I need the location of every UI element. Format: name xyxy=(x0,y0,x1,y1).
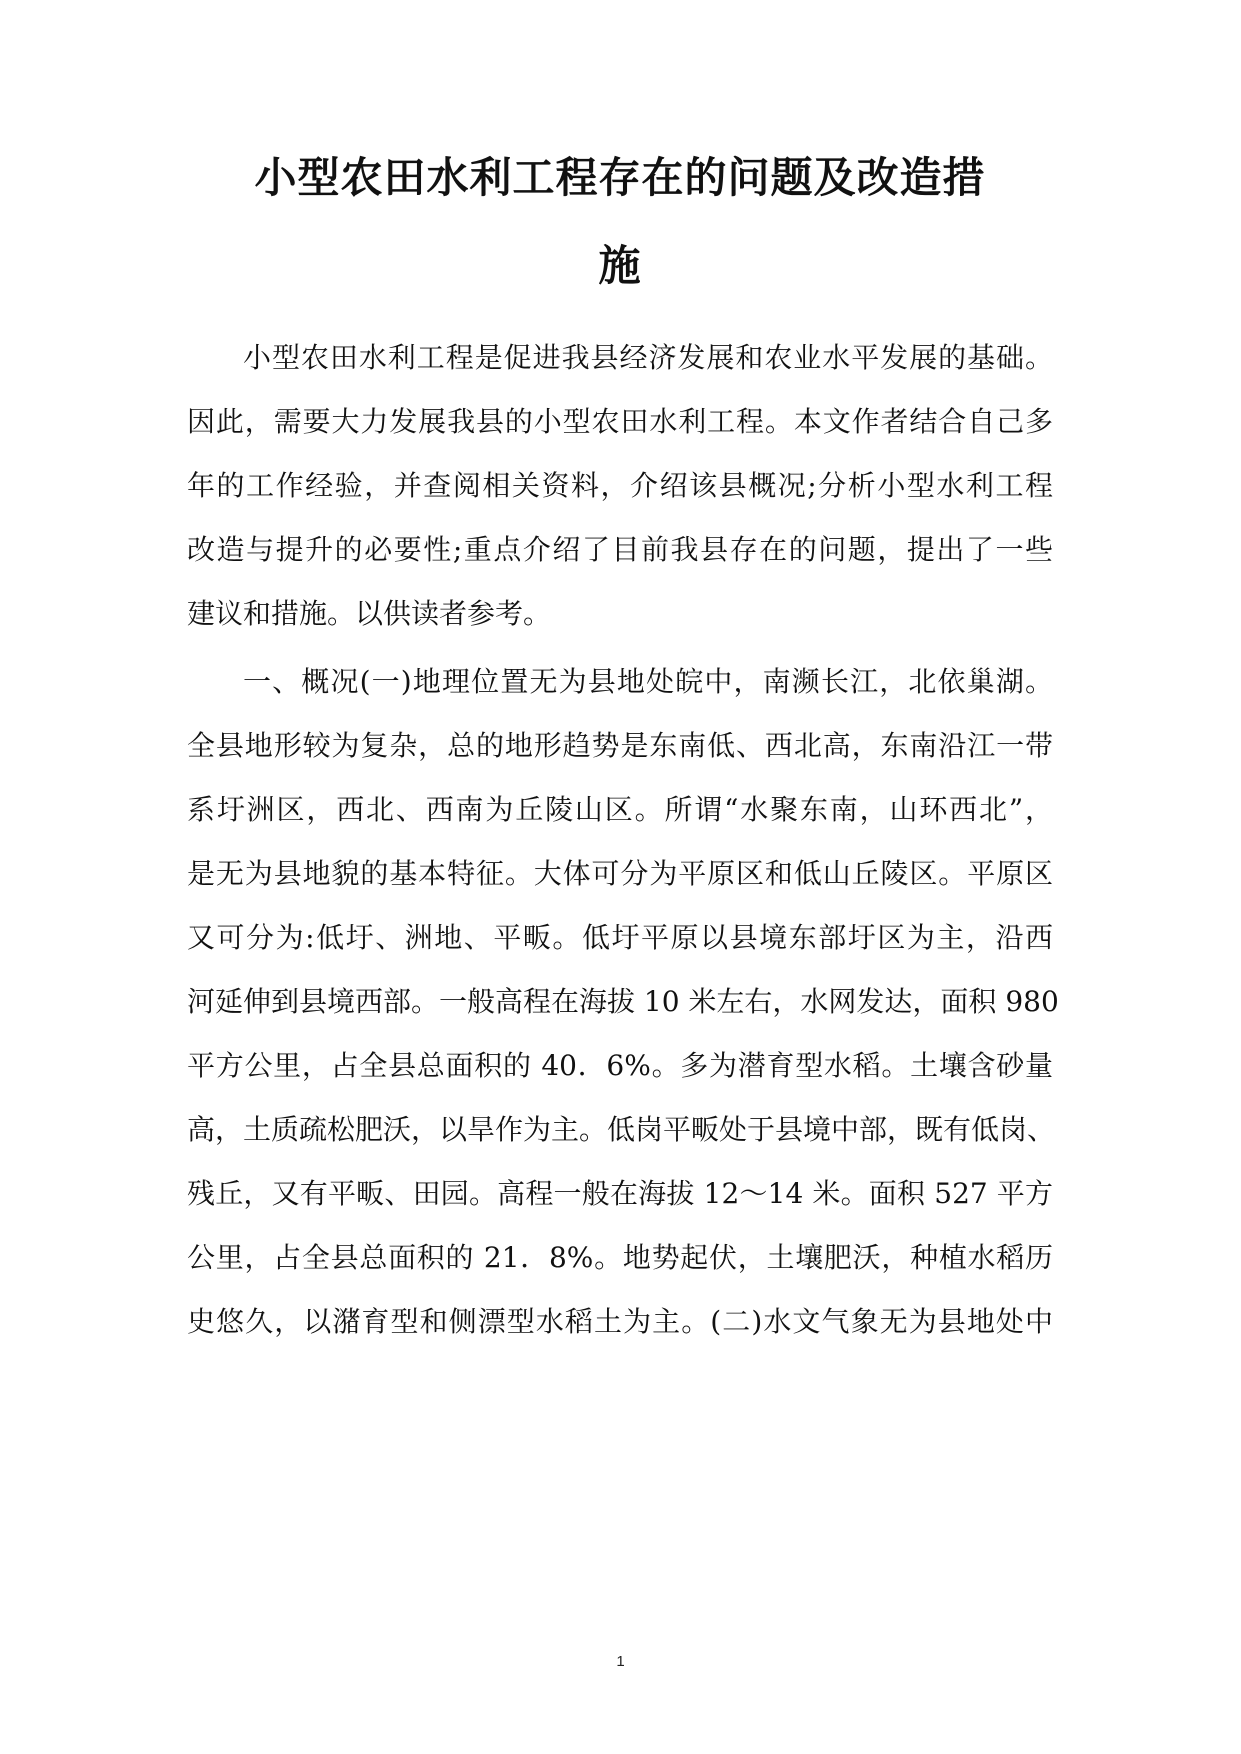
paragraph-line: 平方公里，占全县总面积的 40．6%。多为潜育型水稻。土壤含砂量 xyxy=(187,1049,1053,1082)
paragraph-line: 残丘，又有平畈、田园。高程一般在海拔 12～14 米。面积 527 平方 xyxy=(187,1177,1053,1210)
paragraph-line: 因此，需要大力发展我县的小型农田水利工程。本文作者结合自己多 xyxy=(187,405,1053,438)
paragraph-line: 建议和措施。以供读者参考。 xyxy=(187,597,552,630)
page-number: 1 xyxy=(616,1653,625,1670)
paragraph-line: 一、概况(一)地理位置无为县地处皖中，南濒长江，北依巢湖。 xyxy=(243,665,1053,698)
paragraph-line: 又可分为:低圩、洲地、平畈。低圩平原以县境东部圩区为主，沿西 xyxy=(187,921,1053,954)
paragraph-line: 是无为县地貌的基本特征。大体可分为平原区和低山丘陵区。平原区 xyxy=(187,857,1053,890)
document-title-line-2: 施 xyxy=(598,241,642,290)
paragraph-line: 河延伸到县境西部。一般高程在海拔 10 米左右，水网发达，面积 980 xyxy=(187,985,1059,1018)
paragraph-line: 改造与提升的必要性;重点介绍了目前我县存在的问题，提出了一些 xyxy=(187,533,1053,566)
paragraph-line: 公里，占全县总面积的 21．8%。地势起伏，土壤肥沃，种植水稻历 xyxy=(187,1241,1053,1274)
paragraph-line: 高，土质疏松肥沃，以旱作为主。低岗平畈处于县境中部，既有低岗、 xyxy=(187,1113,1056,1146)
paragraph-line: 史悠久，以潴育型和侧漂型水稻土为主。(二)水文气象无为县地处中 xyxy=(187,1305,1053,1338)
paragraph-line: 小型农田水利工程是促进我县经济发展和农业水平发展的基础。 xyxy=(243,341,1053,374)
paragraph-line: 系圩洲区，西北、西南为丘陵山区。所谓“水聚东南，山环西北”， xyxy=(187,793,1053,826)
paragraph-line: 全县地形较为复杂，总的地形趋势是东南低、西北高，东南沿江一带 xyxy=(187,729,1053,762)
paragraph-line: 年的工作经验，并查阅相关资料，介绍该县概况;分析小型水利工程 xyxy=(187,469,1053,502)
document-title-line-1: 小型农田水利工程存在的问题及改造措 xyxy=(254,153,986,202)
